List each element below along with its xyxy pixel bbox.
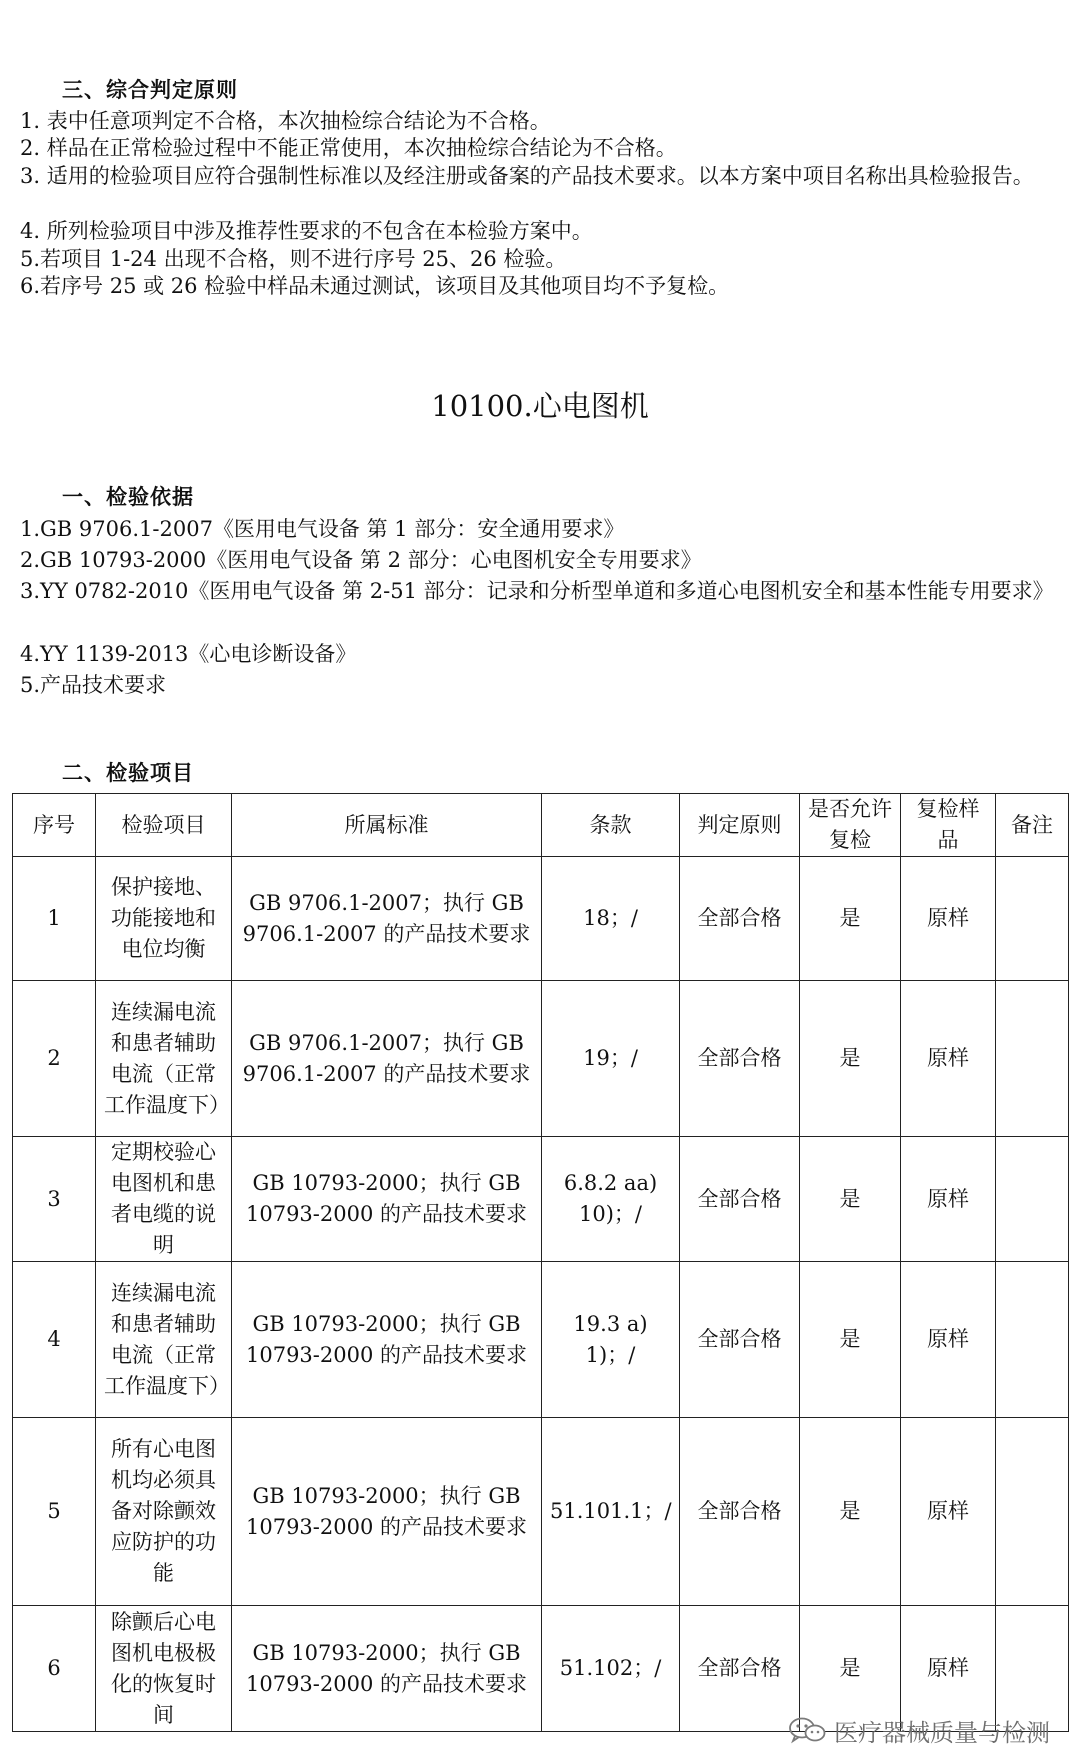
col-header-sample: 复检样品 [901,794,996,857]
cell-item: 保护接地、功能接地和电位均衡 [96,857,232,981]
watermark-text: 医疗器械质量与检测 [834,1718,1050,1747]
judgment-item-2: 2. 样品在正常检验过程中不能正常使用，本次抽检综合结论为不合格。 [20,136,677,160]
cell-standard: GB 10793-2000；执行 GB 10793-2000 的产品技术要求 [232,1262,542,1418]
cell-note [996,857,1069,981]
table-header-row [13,794,1069,857]
cell-note [996,1418,1069,1606]
cell-no: 3 [13,1137,96,1262]
cell-principle: 全部合格 [680,981,800,1137]
cell-clause: 51.102；/ [542,1606,680,1732]
cell-standard: GB 9706.1-2007；执行 GB 9706.1-2007 的产品技术要求 [232,857,542,981]
cell-no: 4 [13,1262,96,1418]
basis-item-2: 2.GB 10793-2000《医用电气设备 第 2 部分：心电图机安全专用要求》 [20,548,702,572]
cell-standard: GB 10793-2000；执行 GB 10793-2000 的产品技术要求 [232,1137,542,1262]
cell-clause: 19；/ [542,981,680,1137]
basis-item-4: 4.YY 1139-2013《心电诊断设备》 [20,642,357,666]
cell-clause: 18；/ [542,857,680,981]
judgment-item-4: 4. 所列检验项目中涉及推荐性要求的不包含在本检验方案中。 [20,219,593,243]
cell-sample: 原样 [901,1262,996,1418]
cell-sample: 原样 [901,1418,996,1606]
cell-standard: GB 10793-2000；执行 GB 10793-2000 的产品技术要求 [232,1606,542,1732]
cell-recheck: 是 [800,1137,901,1262]
judgment-heading: 三、综合判定原则 [62,78,238,102]
col-header-note: 备注 [996,794,1069,857]
col-header-standard: 所属标准 [232,794,542,857]
table-row [13,1262,1069,1418]
judgment-item-5: 5.若项目 1-24 出现不合格，则不进行序号 25、26 检验。 [20,247,567,271]
cell-note [996,981,1069,1137]
table-row [13,1137,1069,1262]
cell-item: 除颤后心电图机电极极化的恢复时间 [96,1606,232,1732]
cell-item: 连续漏电流和患者辅助电流（正常工作温度下） [96,1262,232,1418]
judgment-item-1: 1. 表中任意项判定不合格，本次抽检综合结论为不合格。 [20,109,551,133]
cell-recheck: 是 [800,1262,901,1418]
cell-clause: 51.101.1；/ [542,1418,680,1606]
table-row [13,857,1069,981]
cell-principle: 全部合格 [680,1262,800,1418]
col-header-item: 检验项目 [96,794,232,857]
cell-no: 6 [13,1606,96,1732]
cell-recheck: 是 [800,981,901,1137]
cell-note [996,1262,1069,1418]
cell-note [996,1137,1069,1262]
cell-item: 所有心电图机均必须具备对除颤效应防护的功能 [96,1418,232,1606]
cell-recheck: 是 [800,1418,901,1606]
cell-principle: 全部合格 [680,1418,800,1606]
product-title: 10100.心电图机 [431,389,649,423]
col-header-principle: 判定原则 [680,794,800,857]
cell-item: 连续漏电流和患者辅助电流（正常工作温度下） [96,981,232,1137]
col-header-clause: 条款 [542,794,680,857]
basis-heading: 一、检验依据 [62,485,194,509]
cell-no: 2 [13,981,96,1137]
inspection-heading: 二、检验项目 [62,761,194,785]
cell-recheck: 是 [800,1606,901,1732]
basis-item-1: 1.GB 9706.1-2007《医用电气设备 第 1 部分：安全通用要求》 [20,517,625,541]
cell-sample: 原样 [901,981,996,1137]
basis-item-3: 3.YY 0782-2010《医用电气设备 第 2-51 部分：记录和分析型单道和多道心电图机安全和基本性能专用要求》 [20,579,1054,603]
cell-recheck: 是 [800,857,901,981]
col-header-recheck: 是否允许复检 [800,794,901,857]
cell-sample: 原样 [901,1606,996,1732]
cell-sample: 原样 [901,1137,996,1262]
basis-item-5: 5.产品技术要求 [20,673,167,697]
cell-standard: GB 9706.1-2007；执行 GB 9706.1-2007 的产品技术要求 [232,981,542,1137]
wechat-icon [788,1716,826,1744]
cell-principle: 全部合格 [680,1137,800,1262]
watermark [788,1712,1050,1748]
inspection-table [12,793,1069,1732]
table-row [13,1418,1069,1606]
col-header-no: 序号 [13,794,96,857]
cell-item: 定期校验心电图机和患者电缆的说明 [96,1137,232,1262]
cell-principle: 全部合格 [680,1606,800,1732]
table-row [13,981,1069,1137]
cell-clause: 19.3 a) 1)；/ [542,1262,680,1418]
cell-sample: 原样 [901,857,996,981]
cell-no: 5 [13,1418,96,1606]
judgment-item-3: 3. 适用的检验项目应符合强制性标准以及经注册或备案的产品技术要求。以本方案中项目名称出具检验报告。 [20,164,1034,188]
judgment-item-6: 6.若序号 25 或 26 检验中样品未通过测试，该项目及其他项目均不予复检。 [20,274,730,298]
cell-clause: 6.8.2 aa) 10)；/ [542,1137,680,1262]
cell-principle: 全部合格 [680,857,800,981]
cell-standard: GB 10793-2000；执行 GB 10793-2000 的产品技术要求 [232,1418,542,1606]
cell-no: 1 [13,857,96,981]
